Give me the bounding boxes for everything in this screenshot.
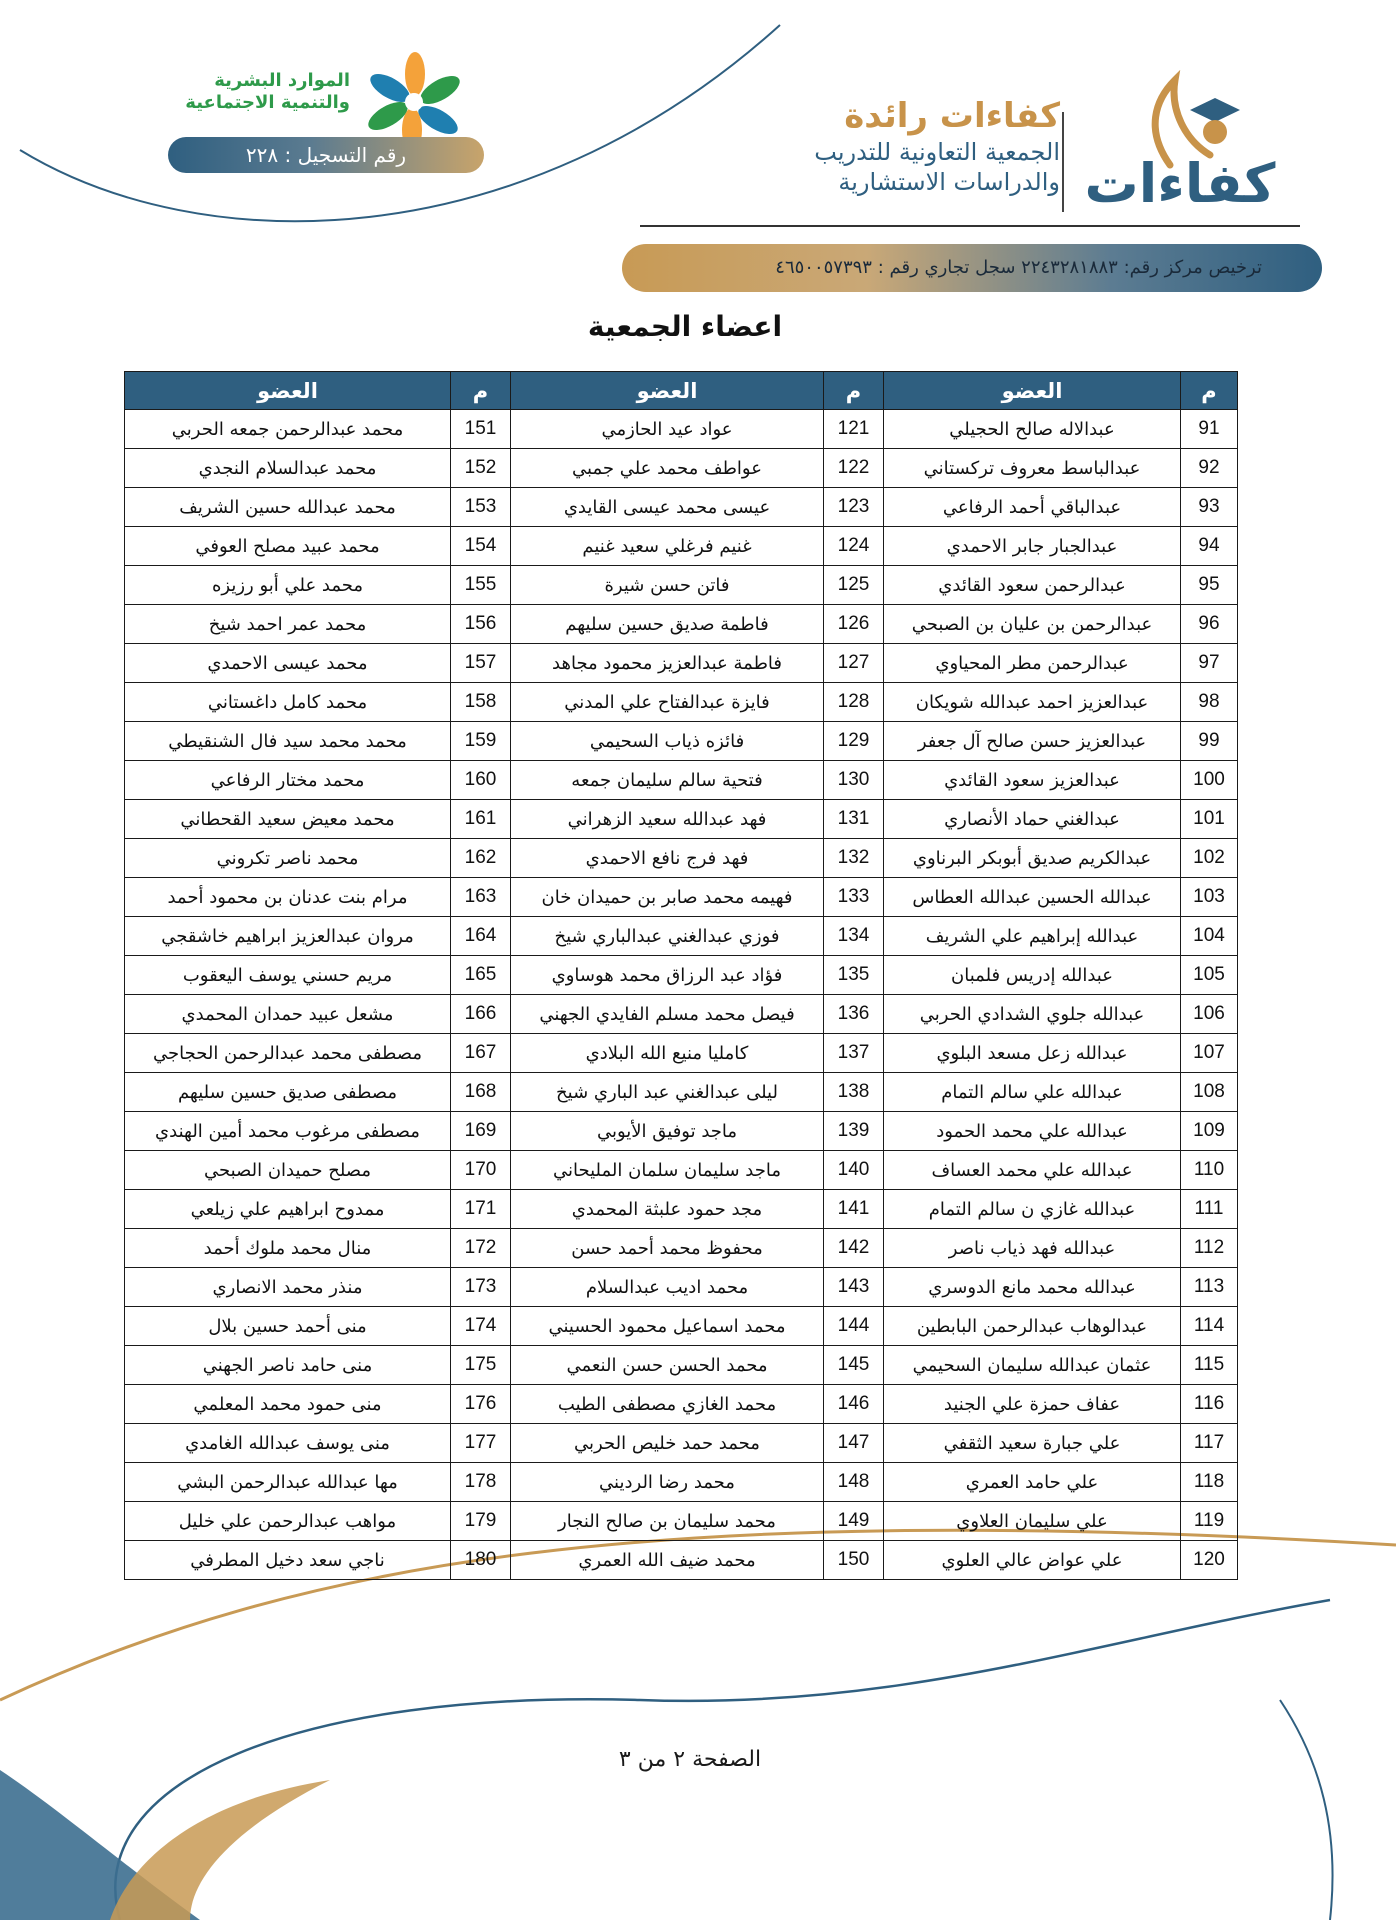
member-name: محمد الغازي مصطفى الطيب bbox=[511, 1385, 824, 1424]
table-row bbox=[125, 1307, 1238, 1346]
member-number: 100 bbox=[1181, 761, 1238, 800]
member-number: 97 bbox=[1181, 644, 1238, 683]
member-name: محمد اديب عبدالسلام bbox=[511, 1268, 824, 1307]
member-name: مصطفى محمد عبدالرحمن الحجاجي bbox=[125, 1034, 451, 1073]
member-name: منال محمد ملوك أحمد bbox=[125, 1229, 451, 1268]
member-number: 145 bbox=[824, 1346, 884, 1385]
member-name: عفاف حمزة علي الجنيد bbox=[884, 1385, 1181, 1424]
member-name: محفوظ محمد أحمد حسن bbox=[511, 1229, 824, 1268]
table-row bbox=[125, 1190, 1238, 1229]
table-row bbox=[125, 1151, 1238, 1190]
num-header: م bbox=[1181, 372, 1238, 410]
member-number: 123 bbox=[824, 488, 884, 527]
member-number: 168 bbox=[451, 1073, 511, 1112]
member-name: عبدالله فهد ذياب ناصر bbox=[884, 1229, 1181, 1268]
registration-badge: رقم التسجيل : ٢٢٨ bbox=[168, 137, 484, 173]
member-name: عبدالباسط معروف تركستاني bbox=[884, 449, 1181, 488]
member-number: 107 bbox=[1181, 1034, 1238, 1073]
member-number: 148 bbox=[824, 1463, 884, 1502]
member-number: 137 bbox=[824, 1034, 884, 1073]
member-number: 162 bbox=[451, 839, 511, 878]
member-name: محمد حمد خليص الحربي bbox=[511, 1424, 824, 1463]
member-name: ماجد سليمان سلمان المليحاني bbox=[511, 1151, 824, 1190]
member-number: 138 bbox=[824, 1073, 884, 1112]
member-name: فهد فرج نافع الاحمدي bbox=[511, 839, 824, 878]
member-number: 152 bbox=[451, 449, 511, 488]
member-number: 143 bbox=[824, 1268, 884, 1307]
member-number: 94 bbox=[1181, 527, 1238, 566]
table-row bbox=[125, 488, 1238, 527]
member-name: فؤاد عبد الرزاق محمد هوساوي bbox=[511, 956, 824, 995]
member-name: عبدالاله صالح الحجيلي bbox=[884, 410, 1181, 449]
member-number: 135 bbox=[824, 956, 884, 995]
page-number: الصفحة ٢ من ٣ bbox=[618, 1747, 762, 1772]
member-name: فاطمة صديق حسين سليهم bbox=[511, 605, 824, 644]
member-name: عبدالعزيز حسن صالح آل جعفر bbox=[884, 722, 1181, 761]
member-number: 171 bbox=[451, 1190, 511, 1229]
member-name: محمد ضيف الله العمري bbox=[511, 1541, 824, 1580]
member-number: 141 bbox=[824, 1190, 884, 1229]
table-row bbox=[125, 761, 1238, 800]
table-row bbox=[125, 917, 1238, 956]
member-name: فاتن حسن شيرة bbox=[511, 566, 824, 605]
member-number: 170 bbox=[451, 1151, 511, 1190]
member-number: 98 bbox=[1181, 683, 1238, 722]
member-name: محمد علي أبو رزيزه bbox=[125, 566, 451, 605]
kafaat-logo-text: كفاءات bbox=[1084, 152, 1276, 215]
member-name: عبدالرحمن مطر المحياوي bbox=[884, 644, 1181, 683]
member-name: منى أحمد حسين بلال bbox=[125, 1307, 451, 1346]
member-name: فهيمه محمد صابر بن حميدان خان bbox=[511, 878, 824, 917]
member-number: 132 bbox=[824, 839, 884, 878]
member-number: 147 bbox=[824, 1424, 884, 1463]
member-number: 160 bbox=[451, 761, 511, 800]
table-row bbox=[125, 1073, 1238, 1112]
member-name: عبدالغني حماد الأنصاري bbox=[884, 800, 1181, 839]
member-name: مصلح حميدان الصبحي bbox=[125, 1151, 451, 1190]
member-name: غنيم فرغلي سعيد غنيم bbox=[511, 527, 824, 566]
member-name: عبدالله زعل مسعد البلوي bbox=[884, 1034, 1181, 1073]
member-number: 127 bbox=[824, 644, 884, 683]
member-number: 154 bbox=[451, 527, 511, 566]
table-row bbox=[125, 1268, 1238, 1307]
member-number: 111 bbox=[1181, 1190, 1238, 1229]
member-name: فاطمة عبدالعزيز محمود مجاهد bbox=[511, 644, 824, 683]
brand-title: كفاءات رائدة bbox=[844, 96, 1060, 136]
member-name: كامليا منيع الله البلادي bbox=[511, 1034, 824, 1073]
table-row bbox=[125, 566, 1238, 605]
member-name: عبدالجبار جابر الاحمدي bbox=[884, 527, 1181, 566]
member-name: ممدوح ابراهيم علي زيلعي bbox=[125, 1190, 451, 1229]
member-number: 156 bbox=[451, 605, 511, 644]
member-number: 102 bbox=[1181, 839, 1238, 878]
member-name: مصطفى مرغوب محمد أمين الهندي bbox=[125, 1112, 451, 1151]
member-name: عبدالله إدريس فلمبان bbox=[884, 956, 1181, 995]
member-name: عبدالله غازي ن سالم التمام bbox=[884, 1190, 1181, 1229]
member-name: محمد عبدالرحمن جمعه الحربي bbox=[125, 410, 451, 449]
member-name: محمد مختار الرفاعي bbox=[125, 761, 451, 800]
member-name: عواد عيد الحازمي bbox=[511, 410, 824, 449]
member-number: 120 bbox=[1181, 1541, 1238, 1580]
table-row bbox=[125, 956, 1238, 995]
member-name: محمد عبدالله حسين الشريف bbox=[125, 488, 451, 527]
member-number: 173 bbox=[451, 1268, 511, 1307]
member-number: 149 bbox=[824, 1502, 884, 1541]
member-number: 163 bbox=[451, 878, 511, 917]
member-name: عبدالله علي محمد العساف bbox=[884, 1151, 1181, 1190]
member-name: محمد عيسى الاحمدي bbox=[125, 644, 451, 683]
member-name: عبدالله علي محمد الحمود bbox=[884, 1112, 1181, 1151]
table-header-row bbox=[125, 372, 1238, 410]
member-name: محمد اسماعيل محمود الحسيني bbox=[511, 1307, 824, 1346]
member-number: 179 bbox=[451, 1502, 511, 1541]
member-number: 103 bbox=[1181, 878, 1238, 917]
member-number: 136 bbox=[824, 995, 884, 1034]
ministry-logo bbox=[180, 70, 480, 140]
member-number: 140 bbox=[824, 1151, 884, 1190]
brand-subtitle-line1: الجمعية التعاونية للتدريب bbox=[814, 138, 1060, 166]
member-name: مها عبدالله عبدالرحمن البشي bbox=[125, 1463, 451, 1502]
member-number: 139 bbox=[824, 1112, 884, 1151]
table-row bbox=[125, 995, 1238, 1034]
table-row bbox=[125, 1541, 1238, 1580]
member-number: 91 bbox=[1181, 410, 1238, 449]
member-number: 130 bbox=[824, 761, 884, 800]
member-number: 146 bbox=[824, 1385, 884, 1424]
member-name: عواطف محمد علي جمبي bbox=[511, 449, 824, 488]
member-number: 95 bbox=[1181, 566, 1238, 605]
member-name: عبدالله علي سالم التمام bbox=[884, 1073, 1181, 1112]
member-name: محمد رضا الرديني bbox=[511, 1463, 824, 1502]
member-name: فيصل محمد مسلم الفايدي الجهني bbox=[511, 995, 824, 1034]
member-name: مشعل عبيد حمدان المحمدي bbox=[125, 995, 451, 1034]
member-name: محمد ناصر تكروني bbox=[125, 839, 451, 878]
member-name: فايزة عبدالفتاح علي المدني bbox=[511, 683, 824, 722]
member-name: محمد محمد سيد فال الشنقيطي bbox=[125, 722, 451, 761]
member-number: 142 bbox=[824, 1229, 884, 1268]
table-row bbox=[125, 1463, 1238, 1502]
table-row bbox=[125, 878, 1238, 917]
member-number: 133 bbox=[824, 878, 884, 917]
member-name: عبدالله جلوي الشدادي الحربي bbox=[884, 995, 1181, 1034]
table-row bbox=[125, 449, 1238, 488]
member-number: 116 bbox=[1181, 1385, 1238, 1424]
table-row bbox=[125, 644, 1238, 683]
member-name: عبدالكريم صديق أبوبكر البرناوي bbox=[884, 839, 1181, 878]
member-name: محمد عمر احمد شيخ bbox=[125, 605, 451, 644]
ministry-name-line2: والتنمية الاجتماعية bbox=[185, 92, 350, 113]
member-name: فتحية سالم سليمان جمعه bbox=[511, 761, 824, 800]
member-name: محمد سليمان بن صالح النجار bbox=[511, 1502, 824, 1541]
members-table bbox=[124, 371, 1238, 1580]
member-name: ليلى عبدالغني عبد الباري شيخ bbox=[511, 1073, 824, 1112]
member-name: مواهب عبدالرحمن علي خليل bbox=[125, 1502, 451, 1541]
ministry-name-line1: الموارد البشرية bbox=[214, 70, 350, 91]
page-title: اعضاء الجمعية bbox=[587, 310, 783, 343]
table-row bbox=[125, 1229, 1238, 1268]
member-name: منى يوسف عبدالله الغامدي bbox=[125, 1424, 451, 1463]
member-number: 106 bbox=[1181, 995, 1238, 1034]
member-number: 144 bbox=[824, 1307, 884, 1346]
member-name: مرام بنت عدنان بن محمود أحمد bbox=[125, 878, 451, 917]
member-name: فهد عبدالله سعيد الزهراني bbox=[511, 800, 824, 839]
member-number: 172 bbox=[451, 1229, 511, 1268]
member-number: 126 bbox=[824, 605, 884, 644]
table-row bbox=[125, 1502, 1238, 1541]
member-number: 175 bbox=[451, 1346, 511, 1385]
member-number: 176 bbox=[451, 1385, 511, 1424]
brand-subtitle-line2: والدراسات الاستشارية bbox=[838, 168, 1060, 196]
member-name: عبدالوهاب عبدالرحمن البابطين bbox=[884, 1307, 1181, 1346]
member-name: عبدالباقي أحمد الرفاعي bbox=[884, 488, 1181, 527]
member-name: عبدالرحمن بن عليان بن الصبحي bbox=[884, 605, 1181, 644]
table-row bbox=[125, 683, 1238, 722]
table-row bbox=[125, 800, 1238, 839]
member-number: 167 bbox=[451, 1034, 511, 1073]
member-name: مصطفى صديق حسين سليهم bbox=[125, 1073, 451, 1112]
member-name: عثمان عبدالله سليمان السحيمي bbox=[884, 1346, 1181, 1385]
member-number: 158 bbox=[451, 683, 511, 722]
table-row bbox=[125, 1112, 1238, 1151]
member-name: عبدالله إبراهيم علي الشريف bbox=[884, 917, 1181, 956]
member-name: فائزه ذياب السحيمي bbox=[511, 722, 824, 761]
member-name: محمد معيض سعيد القحطاني bbox=[125, 800, 451, 839]
member-number: 110 bbox=[1181, 1151, 1238, 1190]
license-bar: ترخيص مركز رقم: ٢٢٤٣٢٨١٨٨٣ سجل تجاري رقم : ٤٦٥٠٠٥٧٣٩٣ bbox=[622, 244, 1322, 292]
member-name: عيسى محمد عيسى القايدي bbox=[511, 488, 824, 527]
member-number: 169 bbox=[451, 1112, 511, 1151]
member-number: 174 bbox=[451, 1307, 511, 1346]
member-number: 125 bbox=[824, 566, 884, 605]
member-name: محمد عبيد مصلح العوفي bbox=[125, 527, 451, 566]
num-header: م bbox=[451, 372, 511, 410]
brand-block bbox=[700, 95, 1060, 197]
table-row bbox=[125, 839, 1238, 878]
table-row bbox=[125, 410, 1238, 449]
member-name: فوزي عبدالغني عبدالباري شيخ bbox=[511, 917, 824, 956]
member-name: منذر محمد الانصاري bbox=[125, 1268, 451, 1307]
member-number: 129 bbox=[824, 722, 884, 761]
member-number: 165 bbox=[451, 956, 511, 995]
member-number: 157 bbox=[451, 644, 511, 683]
member-name: مروان عبدالعزيز ابراهيم خاشقجي bbox=[125, 917, 451, 956]
member-name: عبدالله محمد مانع الدوسري bbox=[884, 1268, 1181, 1307]
member-name: محمد عبدالسلام النجدي bbox=[125, 449, 451, 488]
member-number: 177 bbox=[451, 1424, 511, 1463]
member-number: 155 bbox=[451, 566, 511, 605]
member-number: 153 bbox=[451, 488, 511, 527]
table-row bbox=[125, 1034, 1238, 1073]
member-name: عبدالرحمن سعود القائدي bbox=[884, 566, 1181, 605]
table-row bbox=[125, 605, 1238, 644]
member-number: 115 bbox=[1181, 1346, 1238, 1385]
member-name: علي جبارة سعيد الثقفي bbox=[884, 1424, 1181, 1463]
member-number: 164 bbox=[451, 917, 511, 956]
member-number: 180 bbox=[451, 1541, 511, 1580]
member-header: العضو bbox=[511, 372, 824, 410]
member-number: 96 bbox=[1181, 605, 1238, 644]
table-row bbox=[125, 1385, 1238, 1424]
member-number: 150 bbox=[824, 1541, 884, 1580]
member-name: عبدالله الحسين عبدالله العطاس bbox=[884, 878, 1181, 917]
table-row bbox=[125, 1424, 1238, 1463]
member-number: 104 bbox=[1181, 917, 1238, 956]
member-name: علي سليمان العلاوي bbox=[884, 1502, 1181, 1541]
member-number: 128 bbox=[824, 683, 884, 722]
member-name: محمد كامل داغستاني bbox=[125, 683, 451, 722]
member-number: 134 bbox=[824, 917, 884, 956]
members-table-body bbox=[125, 410, 1238, 1580]
member-name: علي عواض عالي العلوي bbox=[884, 1541, 1181, 1580]
header-rule bbox=[640, 225, 1300, 227]
brand-divider bbox=[1062, 112, 1064, 212]
member-number: 109 bbox=[1181, 1112, 1238, 1151]
member-name: محمد الحسن حسن النعمي bbox=[511, 1346, 824, 1385]
member-number: 151 bbox=[451, 410, 511, 449]
member-number: 178 bbox=[451, 1463, 511, 1502]
member-name: مجد حمود علبثة المحمدي bbox=[511, 1190, 824, 1229]
member-name: منى حمود محمد المعلمي bbox=[125, 1385, 451, 1424]
member-name: مريم حسني يوسف اليعقوب bbox=[125, 956, 451, 995]
member-number: 122 bbox=[824, 449, 884, 488]
member-number: 113 bbox=[1181, 1268, 1238, 1307]
member-number: 161 bbox=[451, 800, 511, 839]
member-name: منى حامد ناصر الجهني bbox=[125, 1346, 451, 1385]
member-name: ماجد توفيق الأيوبي bbox=[511, 1112, 824, 1151]
member-header: العضو bbox=[125, 372, 451, 410]
member-name: عبدالعزيز احمد عبدالله شويكان bbox=[884, 683, 1181, 722]
member-header: العضو bbox=[884, 372, 1181, 410]
member-number: 112 bbox=[1181, 1229, 1238, 1268]
member-number: 99 bbox=[1181, 722, 1238, 761]
member-name: ناجي سعد دخيل المطرفي bbox=[125, 1541, 451, 1580]
member-number: 124 bbox=[824, 527, 884, 566]
member-name: عبدالعزيز سعود القائدي bbox=[884, 761, 1181, 800]
table-row bbox=[125, 527, 1238, 566]
kafaat-logo bbox=[1075, 70, 1295, 220]
member-number: 93 bbox=[1181, 488, 1238, 527]
member-number: 121 bbox=[824, 410, 884, 449]
member-number: 114 bbox=[1181, 1307, 1238, 1346]
member-number: 131 bbox=[824, 800, 884, 839]
member-number: 92 bbox=[1181, 449, 1238, 488]
member-number: 119 bbox=[1181, 1502, 1238, 1541]
member-number: 108 bbox=[1181, 1073, 1238, 1112]
member-number: 101 bbox=[1181, 800, 1238, 839]
table-row bbox=[125, 1346, 1238, 1385]
table-row bbox=[125, 722, 1238, 761]
member-name: علي حامد العمري bbox=[884, 1463, 1181, 1502]
num-header: م bbox=[824, 372, 884, 410]
member-number: 117 bbox=[1181, 1424, 1238, 1463]
member-number: 166 bbox=[451, 995, 511, 1034]
member-number: 118 bbox=[1181, 1463, 1238, 1502]
member-number: 105 bbox=[1181, 956, 1238, 995]
member-number: 159 bbox=[451, 722, 511, 761]
